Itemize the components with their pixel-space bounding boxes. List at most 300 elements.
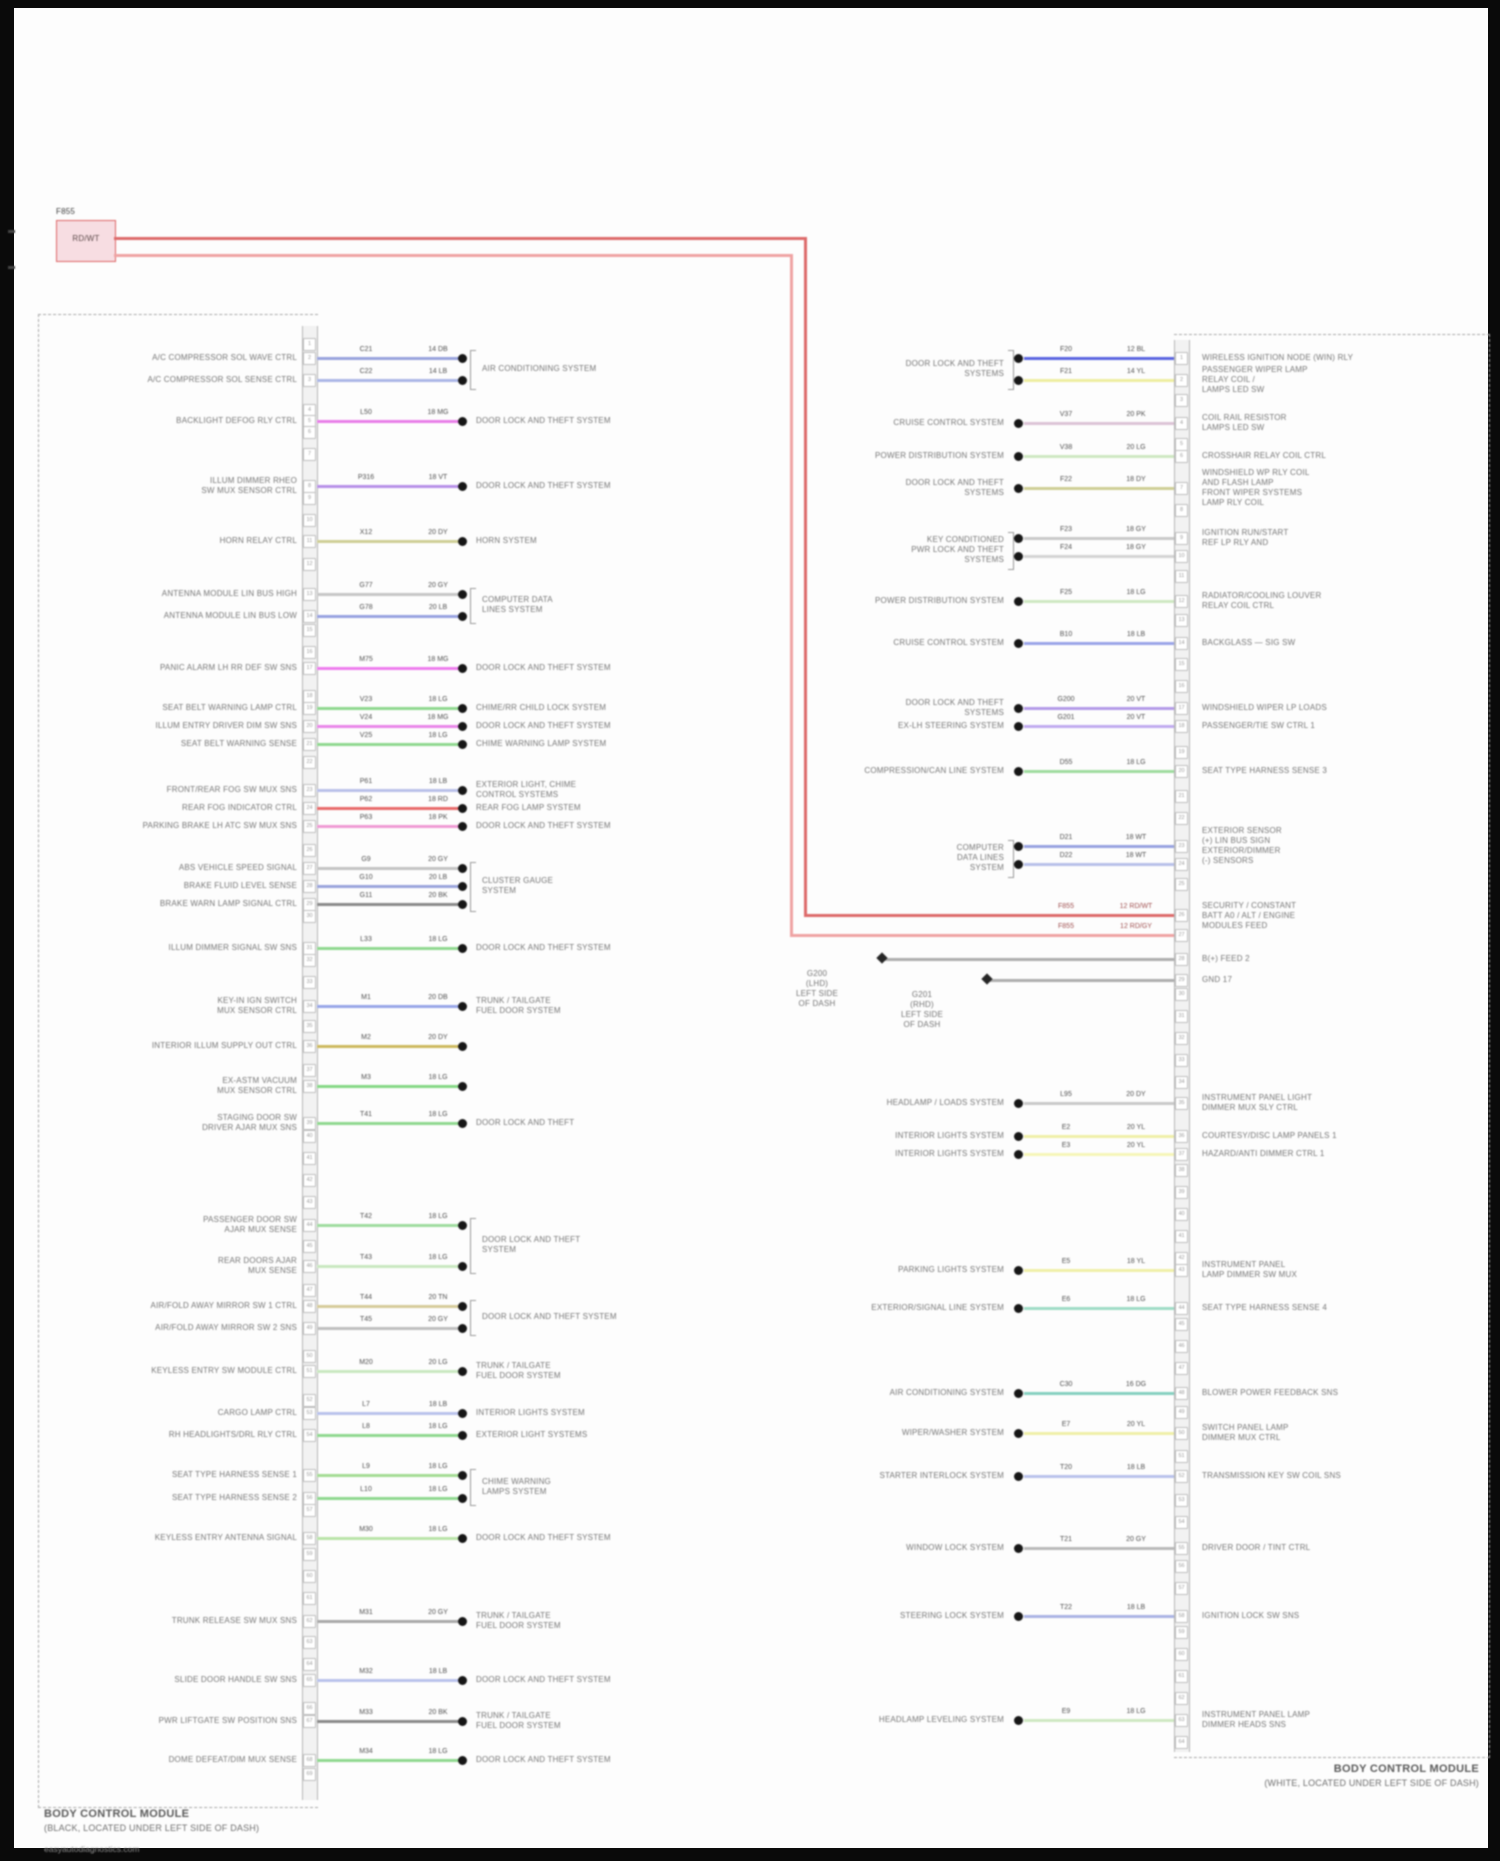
terminal-dot	[458, 786, 467, 795]
terminal-dot	[1014, 1429, 1023, 1438]
left-module-title: BODY CONTROL MODULE	[44, 1808, 190, 1820]
connector-pin: 42	[1175, 1252, 1188, 1265]
circuit-wire	[1024, 555, 1174, 558]
connector-pin: 50	[1175, 1427, 1188, 1440]
destination-label: TRUNK / TAILGATE	[476, 1611, 551, 1620]
connector-pin: 2	[1175, 374, 1188, 387]
connector-pin: 31	[303, 942, 316, 955]
splice-label: OF DASH	[798, 999, 836, 1008]
terminal-dot	[458, 354, 467, 363]
wire-color-code: 12 RD/WT	[1119, 903, 1153, 910]
destination-label: CHIME WARNING	[482, 1476, 551, 1486]
connector-pin: 60	[303, 1570, 316, 1583]
connector-pin: 23	[303, 784, 316, 797]
pin-function-label: SWITCH PANEL LAMP	[1202, 1423, 1289, 1432]
circuit-wire	[1024, 1307, 1174, 1310]
destination-label: DOOR LOCK AND THEFT SYSTEM	[476, 943, 611, 952]
pin-function-label: EXTERIOR/DIMMER	[1202, 846, 1281, 855]
circuit-code: L50	[360, 409, 372, 416]
pin-function-label: PARKING BRAKE LH ATC SW MUX SNS	[142, 821, 297, 830]
pin-function-label: MUX SENSOR CTRL	[217, 1086, 297, 1095]
source-system-label: SYSTEMS	[964, 488, 1004, 497]
wire-color-code: 20 GY	[1126, 1536, 1146, 1543]
pin-function-label: PWR LIFTGATE SW POSITION SNS	[158, 1716, 297, 1725]
pin-function-label: WINDSHIELD WP RLY COIL	[1202, 468, 1310, 477]
connector-pin: 65	[303, 1674, 316, 1687]
connector-pin: 57	[303, 1504, 316, 1517]
terminal-dot	[1014, 354, 1023, 363]
connector-pin: 15	[1175, 658, 1188, 671]
pin-function-label: B(+) FEED 2	[1202, 954, 1250, 963]
connector-pin: 10	[303, 514, 316, 527]
circuit-code: G200	[1057, 696, 1075, 703]
pin-function-label: PASSENGER WIPER LAMP	[1202, 365, 1308, 374]
wire-color-code: 20 LB	[428, 604, 448, 611]
circuit-wire	[317, 420, 462, 423]
circuit-code: G10	[359, 874, 373, 881]
circuit-wire	[1024, 863, 1174, 866]
terminal-dot	[458, 482, 467, 491]
connector-pin: 45	[303, 1240, 316, 1253]
splice-label: LEFT SIDE	[900, 1010, 944, 1019]
wire-color-code: 20 VT	[1126, 714, 1146, 721]
destination-label: AIR CONDITIONING SYSTEM	[482, 364, 597, 373]
circuit-code: M2	[361, 1034, 371, 1041]
wire-color-code: 18 LG	[428, 1111, 448, 1118]
pin-function-label: PASSENGER DOOR SW	[203, 1215, 297, 1224]
pin-function-label: KEY-IN IGN SWITCH	[217, 996, 297, 1005]
pin-function-label: REAR FOG INDICATOR CTRL	[182, 803, 297, 812]
connector-pin: 20	[1175, 765, 1188, 778]
pin-function-label: RELAY COIL CTRL	[1202, 601, 1275, 610]
connector-pin: 31	[1175, 1010, 1188, 1023]
source-system-label: PARKING LIGHTS SYSTEM	[898, 1265, 1004, 1274]
terminal-dot	[458, 1676, 467, 1685]
destination-label: TRUNK / TAILGATE	[476, 1711, 551, 1720]
terminal-dot	[458, 1221, 467, 1230]
connector-pin: 9	[1175, 532, 1188, 545]
circuit-wire	[317, 1045, 462, 1048]
circuit-code: D22	[1059, 852, 1073, 859]
circuit-wire	[1024, 642, 1174, 645]
circuit-code: V38	[1059, 444, 1073, 451]
circuit-wire	[317, 485, 462, 488]
wire-color-code: 20 BK	[428, 892, 448, 899]
connector-pin: 55	[1175, 1542, 1188, 1555]
diagram-paper	[14, 8, 1488, 1854]
group-bracket	[1008, 840, 1014, 878]
pin-function-label: KEYLESS ENTRY SW MODULE CTRL	[151, 1366, 297, 1375]
terminal-dot	[458, 1617, 467, 1626]
connector-pin: 56	[303, 1492, 316, 1505]
connector-pin: 27	[1175, 929, 1188, 942]
source-system-label: AIR CONDITIONING SYSTEM	[889, 1388, 1004, 1397]
connector-pin: 40	[303, 1130, 316, 1143]
connector-pin: 39	[1175, 1186, 1188, 1199]
terminal-dot	[458, 1302, 467, 1311]
terminal-dot	[458, 537, 467, 546]
connector-pin: 18	[1175, 720, 1188, 733]
connector-pin: 20	[303, 720, 316, 733]
pin-function-label: COIL RAIL RESISTOR	[1202, 413, 1287, 422]
destination-label: TRUNK / TAILGATE	[476, 1361, 551, 1370]
circuit-code: F855	[1058, 923, 1074, 930]
terminal-dot	[1014, 704, 1023, 713]
destination-label: COMPUTER DATA	[482, 595, 553, 604]
pin-function-label: LAMPS LED SW	[1202, 423, 1265, 432]
wire-color-code: 18 LG	[428, 1213, 448, 1220]
circuit-code: E2	[1061, 1124, 1071, 1131]
terminal-dot	[458, 1409, 467, 1418]
wire-color-code: 18 LG	[428, 1074, 448, 1081]
circuit-wire	[317, 667, 462, 670]
circuit-code: T21	[1059, 1536, 1073, 1543]
pin-function-label: SEAT TYPE HARNESS SENSE 1	[171, 1470, 297, 1479]
terminal-dot	[458, 664, 467, 673]
group-bracket	[470, 1218, 476, 1274]
wire-color-code: 12 BL	[1126, 346, 1146, 353]
splice-label: G201	[911, 990, 933, 999]
circuit-code: P61	[359, 778, 373, 785]
connector-pin: 62	[1175, 1692, 1188, 1705]
terminal-dot	[458, 1534, 467, 1543]
terminal-dot	[1014, 639, 1023, 648]
connector-pin: 48	[303, 1300, 316, 1313]
connector-pin: 22	[303, 756, 316, 769]
terminal-dot	[458, 822, 467, 831]
circuit-wire	[1024, 487, 1174, 490]
connector-pin: 4	[303, 404, 316, 417]
connector-pin: 29	[303, 898, 316, 911]
wire-color-code: 20 YL	[1126, 1421, 1146, 1428]
circuit-code: P62	[359, 796, 373, 803]
circuit-wire	[317, 725, 462, 728]
connector-pin: 7	[303, 448, 316, 461]
circuit-code: T20	[1059, 1464, 1073, 1471]
connector-pin: 13	[303, 588, 316, 601]
pin-function-label: ABS VEHICLE SPEED SIGNAL	[178, 863, 297, 872]
pin-function-label: SEAT TYPE HARNESS SENSE 2	[171, 1493, 297, 1502]
splice-label: (RHD)	[910, 1000, 934, 1009]
pin-function-label: WINDSHIELD WIPER LP LOADS	[1202, 703, 1327, 712]
group-bracket	[1008, 532, 1014, 570]
destination-label: CLUSTER GAUGE	[482, 876, 554, 885]
destination-label: DOOR LOCK AND THEFT SYSTEM	[476, 1533, 611, 1542]
right-module-title: BODY CONTROL MODULE	[1333, 1763, 1479, 1775]
wire-color-code: 18 DY	[1126, 476, 1146, 483]
circuit-wire	[1024, 707, 1174, 710]
group-bracket	[470, 862, 476, 912]
wire-color-code: 18 LG	[428, 1486, 448, 1493]
connector-pin: 39	[303, 1117, 316, 1130]
connector-pin: 30	[303, 910, 316, 923]
destination-label: DOOR LOCK AND THEFT SYSTEM	[476, 821, 611, 830]
circuit-wire	[317, 947, 462, 950]
pin-function-label: LAMPS LED SW	[1202, 385, 1265, 394]
pin-function-label: PANIC ALARM LH RR DEF SW SNS	[159, 663, 297, 672]
feed-wire-outer	[804, 237, 807, 916]
connector-pin: 53	[303, 1407, 316, 1420]
connector-pin: 34	[1175, 1076, 1188, 1089]
circuit-code: L33	[360, 936, 372, 943]
terminal-dot	[1014, 1612, 1023, 1621]
wire-color-code: 18 YL	[1126, 1258, 1146, 1265]
source-system-label: POWER DISTRIBUTION SYSTEM	[874, 451, 1004, 460]
source-system-label: WIPER/WASHER SYSTEM	[901, 1428, 1004, 1437]
pin-function-label: RELAY COIL /	[1202, 375, 1255, 384]
destination-label: DOOR LOCK AND THEFT	[476, 1118, 575, 1127]
circuit-wire	[1024, 455, 1174, 458]
group-bracket	[470, 1469, 476, 1506]
terminal-dot	[458, 1367, 467, 1376]
connector-pin: 47	[1175, 1362, 1188, 1375]
destination-label: FUEL DOOR SYSTEM	[476, 1006, 561, 1015]
wire-color-code: 18 MG	[427, 656, 449, 663]
pin-function-label: CARGO LAMP CTRL	[217, 1408, 297, 1417]
destination-label: DOOR LOCK AND THEFT SYSTEM	[476, 481, 611, 490]
connector-pin: 17	[1175, 702, 1188, 715]
pin-function-label: DRIVER AJAR MUX SNS	[202, 1123, 297, 1132]
connector-pin: 25	[1175, 878, 1188, 891]
destination-label: DOOR LOCK AND THEFT SYSTEM	[476, 416, 611, 425]
pin-function-label: BLOWER POWER FEEDBACK SNS	[1202, 1388, 1339, 1397]
wire-color-code: 20 DB	[428, 994, 448, 1001]
circuit-code: E6	[1061, 1296, 1071, 1303]
pin-function-label: EX-ASTM VACUUM	[222, 1076, 297, 1085]
circuit-wire	[1024, 1432, 1174, 1435]
pin-function-label: RH HEADLIGHTS/DRL RLY CTRL	[168, 1430, 297, 1439]
wire-color-code: 18 MG	[427, 714, 449, 721]
connector-pin: 38	[303, 1080, 316, 1093]
wire-color-code: 20 LG	[1126, 444, 1146, 451]
connector-pin: 21	[303, 738, 316, 751]
pin-function-label: A/C COMPRESSOR SOL SENSE CTRL	[147, 375, 297, 384]
circuit-code: G77	[359, 582, 373, 589]
connector-pin: 44	[1175, 1302, 1188, 1315]
destination-label: DOOR LOCK AND THEFT SYSTEM	[476, 663, 611, 672]
connector-pin: 3	[1175, 394, 1188, 407]
connector-pin: 41	[1175, 1230, 1188, 1243]
circuit-code: F24	[1059, 544, 1073, 551]
connector-pin: 1	[303, 338, 316, 351]
circuit-code: P316	[357, 474, 375, 481]
circuit-code: F23	[1059, 526, 1073, 533]
wire-color-code: 16 DG	[1125, 1381, 1147, 1388]
feed-wire-inner	[114, 254, 792, 257]
pin-function-label: MUX SENSE	[248, 1266, 297, 1275]
connector-pin: 27	[303, 862, 316, 875]
circuit-code: V24	[359, 714, 373, 721]
connector-pin: 32	[303, 954, 316, 967]
splice-wire	[987, 979, 1174, 982]
group-bracket	[470, 1300, 476, 1336]
circuit-wire	[317, 1720, 462, 1723]
connector-pin: 58	[1175, 1610, 1188, 1623]
pin-function-label: AIR/FOLD AWAY MIRROR SW 1 CTRL	[150, 1301, 297, 1310]
connector-pin: 67	[303, 1715, 316, 1728]
pin-function-label: PASSENGER/TIE SW CTRL 1	[1202, 721, 1316, 730]
pin-function-label: (+) LIN BUS SIGN	[1202, 836, 1271, 845]
connector-pin: 44	[303, 1219, 316, 1232]
connector-pin: 46	[303, 1260, 316, 1273]
source-system-label: CRUISE CONTROL SYSTEM	[893, 418, 1004, 427]
destination-label: CONTROL SYSTEMS	[476, 790, 559, 799]
circuit-code: F20	[1059, 346, 1073, 353]
terminal-dot	[458, 900, 467, 909]
terminal-dot	[1014, 1099, 1023, 1108]
circuit-wire	[317, 357, 462, 360]
splice-label: (LHD)	[805, 979, 829, 988]
pin-function-label: FRONT/REAR FOG SW MUX SNS	[166, 785, 297, 794]
connector-pin: 41	[303, 1152, 316, 1165]
connector-pin: 26	[303, 844, 316, 857]
feed-wire-outer	[804, 914, 1174, 917]
connector-pin: 2	[303, 352, 316, 365]
pin-function-label: MUX SENSOR CTRL	[217, 1006, 297, 1015]
pin-function-label: FRONT WIPER SYSTEMS	[1202, 488, 1303, 497]
wire-color-code: 20 PK	[1126, 411, 1146, 418]
wire-color-code: 18 LB	[1126, 1604, 1146, 1611]
connector-pin: 64	[1175, 1736, 1188, 1749]
source-system-label: INTERIOR LIGHTS SYSTEM	[895, 1131, 1004, 1140]
connector-pin: 18	[303, 690, 316, 703]
wire-color-code: 12 RD/GY	[1120, 923, 1152, 930]
wire-color-code: 18 LG	[1126, 1708, 1146, 1715]
source-system-label: POWER DISTRIBUTION SYSTEM	[874, 596, 1004, 605]
terminal-dot	[458, 882, 467, 891]
circuit-code: M30	[359, 1526, 373, 1533]
pin-function-label: SEAT TYPE HARNESS SENSE 4	[1202, 1303, 1328, 1312]
wire-color-code: 18 RD	[428, 796, 448, 803]
circuit-code: P63	[359, 814, 373, 821]
circuit-code: D55	[1059, 759, 1073, 766]
terminal-dot	[458, 1717, 467, 1726]
circuit-code: M31	[359, 1609, 373, 1616]
pin-function-label: ANTENNA MODULE LIN BUS HIGH	[161, 589, 297, 598]
connector-pin: 47	[303, 1284, 316, 1297]
circuit-code: C21	[359, 346, 373, 353]
connector-pin: 59	[1175, 1626, 1188, 1639]
destination-label: DOOR LOCK AND THEFT	[482, 1235, 581, 1244]
source-system-label: STEERING LOCK SYSTEM	[899, 1611, 1004, 1620]
source-system-label: COMPUTER	[956, 843, 1004, 852]
connector-pin: 17	[303, 662, 316, 675]
pin-function-label: BRAKE FLUID LEVEL SENSE	[183, 881, 297, 890]
terminal-dot	[1014, 722, 1023, 731]
feed-wire-outer	[114, 237, 806, 240]
source-system-label: CRUISE CONTROL SYSTEM	[893, 638, 1004, 647]
wire-color-code: 18 LG	[428, 1423, 448, 1430]
circuit-wire	[1024, 1615, 1174, 1618]
circuit-wire	[317, 707, 462, 710]
terminal-dot	[458, 1119, 467, 1128]
pin-function-label: AND FLASH LAMP	[1202, 478, 1274, 487]
circuit-code: T45	[359, 1316, 373, 1323]
connector-pin: 62	[303, 1615, 316, 1628]
terminal-dot	[1014, 1544, 1023, 1553]
circuit-code: T22	[1059, 1604, 1073, 1611]
connector-pin: 14	[303, 610, 316, 623]
source-system-label: INTERIOR LIGHTS SYSTEM	[895, 1149, 1004, 1158]
circuit-wire	[1024, 537, 1174, 540]
pin-function-label: KEYLESS ENTRY ANTENNA SIGNAL	[154, 1533, 297, 1542]
terminal-dot	[458, 1431, 467, 1440]
connector-pin: 68	[303, 1754, 316, 1767]
circuit-wire	[317, 1434, 462, 1437]
wire-color-code: 18 LG	[1126, 589, 1146, 596]
circuit-code: G9	[361, 856, 371, 863]
wire-color-code: 18 LG	[428, 936, 448, 943]
wire-color-code: 18 LG	[428, 1463, 448, 1470]
terminal-dot	[1014, 597, 1023, 606]
terminal-dot	[1014, 1716, 1023, 1725]
connector-pin: 24	[1175, 858, 1188, 871]
connector-pin: 24	[303, 802, 316, 815]
wire-color-code: 20 GY	[428, 582, 448, 589]
pin-function-label: GND 17	[1202, 975, 1233, 984]
pin-function-label: DOME DEFEAT/DIM MUX SENSE	[168, 1755, 297, 1764]
pin-function-label: SLIDE DOOR HANDLE SW SNS	[174, 1675, 297, 1684]
terminal-dot	[458, 1471, 467, 1480]
connector-pin: 6	[1175, 450, 1188, 463]
circuit-wire	[317, 1265, 462, 1268]
connector-pin: 26	[1175, 909, 1188, 922]
circuit-code: L10	[360, 1486, 372, 1493]
pin-function-label: LAMP RLY COIL	[1202, 498, 1265, 507]
wire-color-code: 20 GY	[428, 1609, 448, 1616]
wire-color-code: 20 LB	[428, 874, 448, 881]
circuit-wire	[317, 807, 462, 810]
circuit-code: F25	[1059, 589, 1073, 596]
connector-pin: 35	[1175, 1097, 1188, 1110]
circuit-wire	[317, 743, 462, 746]
connector-pin: 8	[303, 480, 316, 493]
circuit-wire	[317, 867, 462, 870]
terminal-dot	[458, 1324, 467, 1333]
circuit-wire	[317, 789, 462, 792]
destination-label: SYSTEM	[482, 886, 517, 895]
wire-color-code: 18 LB	[1126, 631, 1146, 638]
pin-function-label: DRIVER DOOR / TINT CTRL	[1202, 1543, 1311, 1552]
connector-pin: 52	[303, 1394, 316, 1407]
connector-pin: 55	[303, 1469, 316, 1482]
circuit-wire	[1024, 1135, 1174, 1138]
pin-function-label: (-) SENSORS	[1202, 856, 1254, 865]
connector-pin: 25	[303, 820, 316, 833]
circuit-code: B10	[1059, 631, 1073, 638]
pin-function-label: RADIATOR/COOLING LOUVER	[1202, 591, 1322, 600]
pin-function-label: ILLUM DIMMER RHEO	[210, 476, 297, 485]
destination-label: CHIME WARNING LAMP SYSTEM	[476, 739, 607, 748]
connector-pin: 45	[1175, 1318, 1188, 1331]
connector-pin: 28	[1175, 953, 1188, 966]
connector-pin: 59	[303, 1548, 316, 1561]
circuit-wire	[1024, 1269, 1174, 1272]
pin-function-label: ANTENNA MODULE LIN BUS LOW	[163, 611, 297, 620]
connector-pin: 15	[303, 624, 316, 637]
connector-pin: 33	[1175, 1054, 1188, 1067]
terminal-dot	[458, 740, 467, 749]
pin-function-label: REAR DOORS AJAR	[217, 1256, 297, 1265]
splice-label: G200	[806, 969, 828, 978]
pin-function-label: TRANSMISSION KEY SW COIL SNS	[1202, 1471, 1341, 1480]
terminal-dot	[1014, 452, 1023, 461]
connector-pin: 42	[303, 1174, 316, 1187]
terminal-dot	[1014, 534, 1023, 543]
source-system-label: DOOR LOCK AND THEFT	[905, 478, 1004, 487]
destination-label: FUEL DOOR SYSTEM	[476, 1721, 561, 1730]
terminal-dot	[1014, 1150, 1023, 1159]
